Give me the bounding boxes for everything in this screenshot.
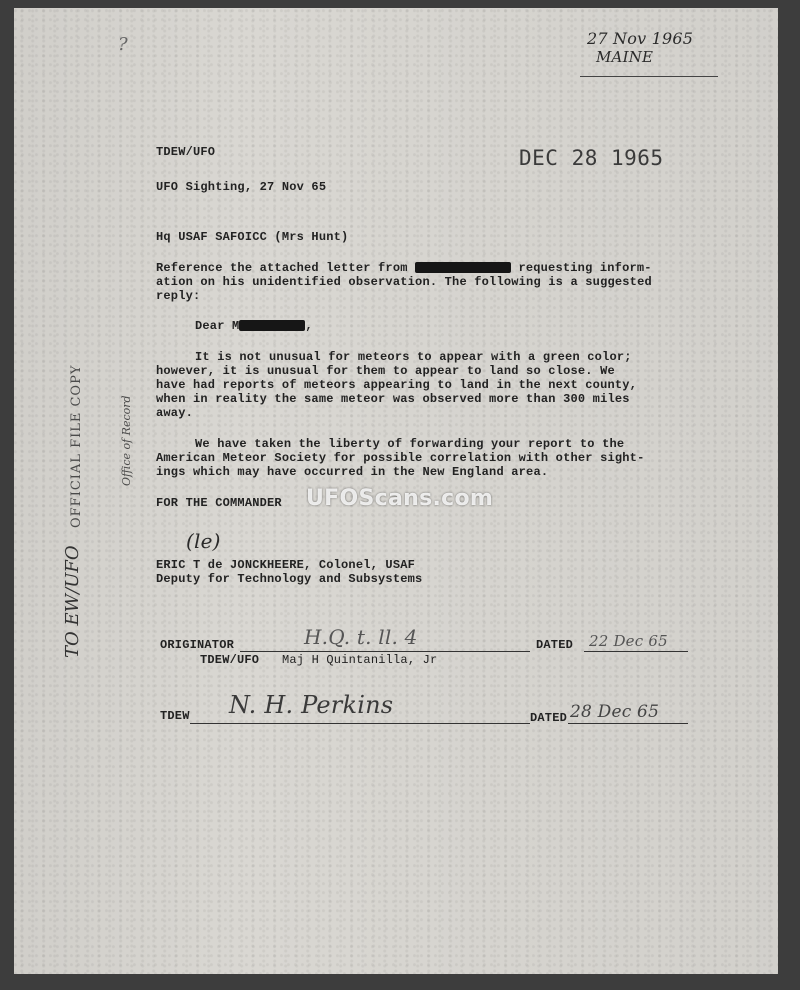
redaction-bar bbox=[415, 262, 511, 273]
closing-line: FOR THE COMMANDER bbox=[156, 496, 282, 510]
handwritten-underline bbox=[580, 76, 718, 77]
originator-name: Maj H Quintanilla, Jr bbox=[282, 653, 438, 667]
approval-dated-label: DATED bbox=[530, 711, 568, 725]
handwritten-question-mark: ? bbox=[118, 34, 128, 55]
originator-rule bbox=[240, 651, 530, 652]
body-paragraph-2-line-3: have had reports of meteors appearing to land in the next county, bbox=[156, 378, 638, 392]
approval-rule bbox=[190, 723, 530, 724]
originator-date-rule bbox=[584, 651, 688, 652]
body-paragraph-2-line-5: away. bbox=[156, 406, 194, 420]
body-paragraph-2-line-1: It is not unusual for meteors to appear with a green color; bbox=[195, 350, 632, 364]
approval-dated-value: 28 Dec 65 bbox=[570, 702, 660, 722]
originator-label: ORIGINATOR bbox=[160, 638, 235, 652]
date-received-stamp: DEC 28 1965 bbox=[519, 146, 664, 170]
body-paragraph-2-line-4: when in reality the same meteor was observed more than 300 miles bbox=[156, 392, 630, 406]
body-paragraph-1-line-3: reply: bbox=[156, 289, 201, 303]
handwritten-state: MAINE bbox=[596, 48, 654, 66]
originator-signature: H.Q. t. ll. 4 bbox=[304, 625, 418, 649]
signer-name: ERIC T de JONCKHEERE, Colonel, USAF bbox=[156, 558, 416, 572]
salutation: Dear M , bbox=[195, 319, 313, 333]
signer-title: Deputy for Technology and Subsystems bbox=[156, 572, 423, 586]
body-paragraph-3-line-2: American Meteor Society for possible correlation with other sight- bbox=[156, 451, 645, 465]
addressee-line: Hq USAF SAFOICC (Mrs Hunt) bbox=[156, 230, 349, 244]
body-paragraph-1-line-1: Reference the attached letter from requesting inform- bbox=[156, 261, 652, 275]
official-file-copy-label: OFFICIAL FILE COPY bbox=[69, 364, 84, 528]
body-paragraph-3-line-1: We have taken the liberty of forwarding your report to the bbox=[195, 437, 625, 451]
approval-label: TDEW bbox=[160, 709, 190, 723]
approval-date-rule bbox=[568, 723, 688, 724]
handwritten-date: 27 Nov 1965 bbox=[587, 29, 694, 48]
office-of-record-label: Office of Record bbox=[120, 395, 133, 486]
originator-dated-value: 22 Dec 65 bbox=[589, 632, 668, 650]
originator-office: TDEW/UFO bbox=[200, 653, 260, 667]
watermark: UFOScans.com bbox=[306, 486, 494, 511]
body-paragraph-2-line-2: however, it is unusual for them to appear to land so close. We bbox=[156, 364, 615, 378]
body-paragraph-1-line-2: ation on his unidentified observation. The following is a suggested bbox=[156, 275, 652, 289]
subject-line: UFO Sighting, 27 Nov 65 bbox=[156, 180, 327, 194]
document-page bbox=[14, 8, 778, 974]
signature-initials: (le) bbox=[186, 529, 221, 553]
body-paragraph-3-line-3: ings which may have occurred in the New England area. bbox=[156, 465, 549, 479]
redaction-bar bbox=[239, 320, 305, 331]
margin-handwritten-note: TO EW/UFO bbox=[62, 545, 83, 658]
office-symbol: TDEW/UFO bbox=[156, 145, 216, 159]
originator-dated-label: DATED bbox=[536, 638, 574, 652]
approval-signature: N. H. Perkins bbox=[229, 691, 394, 719]
